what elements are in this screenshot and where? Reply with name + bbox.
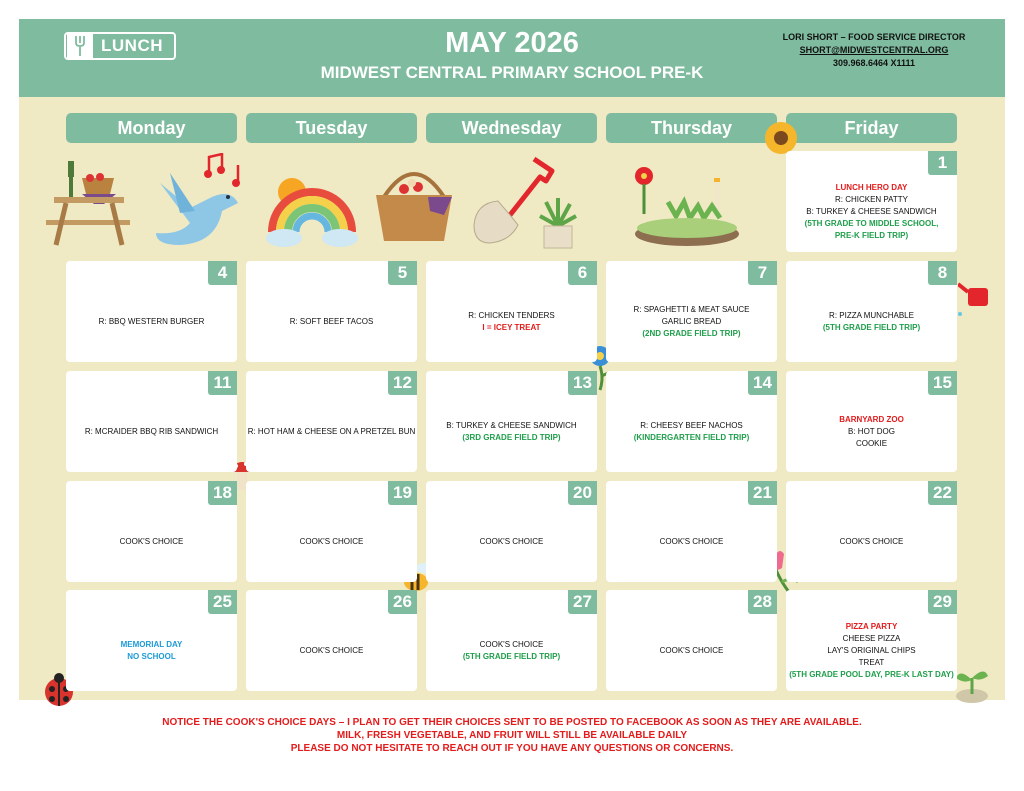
menu-item: COOK'S CHOICE xyxy=(479,639,544,649)
menu-item: COOK'S CHOICE xyxy=(119,536,184,546)
day-number: 20 xyxy=(568,481,597,505)
day-number: 27 xyxy=(568,590,597,614)
field-trip-note: (2ND GRADE FIELD TRIP) xyxy=(642,328,741,338)
menu-item: COOK'S CHOICE xyxy=(839,536,904,546)
menu-item: R: SPAGHETTI & MEAT SAUCE xyxy=(633,304,750,314)
footer-line: NOTICE THE COOK'S CHOICE DAYS – I PLAN TO GET THEIR CHOICES SENT TO BE POSTED TO FACEBOOK AS SOON AS THEY ARE AVAILABLE. xyxy=(162,717,862,728)
day-number: 22 xyxy=(928,481,957,505)
day-cell-18[interactable] xyxy=(66,481,237,582)
menu-item: R: CHICKEN PATTY xyxy=(834,194,909,204)
day-number: 21 xyxy=(748,481,777,505)
menu-content xyxy=(608,507,775,576)
basket-icon xyxy=(374,157,454,243)
day-header-monday: Monday xyxy=(66,113,237,143)
day-cell-5[interactable] xyxy=(246,261,417,362)
footer-line: MILK, FRESH VEGETABLE, AND FRUIT WILL STILL BE AVAILABLE DAILY xyxy=(336,730,688,741)
field-trip-note: (5TH GRADE FIELD TRIP) xyxy=(822,322,921,332)
menu-item: R: BBQ WESTERN BURGER xyxy=(98,316,205,326)
day-number: 29 xyxy=(928,590,957,614)
day-cell-15[interactable] xyxy=(786,371,957,472)
menu-content xyxy=(248,616,415,685)
day-cell-7[interactable] xyxy=(606,261,777,362)
day-number: 19 xyxy=(388,481,417,505)
event-title: BARNYARD ZOO xyxy=(839,414,904,424)
menu-content xyxy=(428,507,595,576)
day-number: 13 xyxy=(568,371,597,395)
day-cell-21[interactable] xyxy=(606,481,777,582)
rainbow-icon xyxy=(262,162,360,248)
menu-item: LAY'S ORIGINAL CHIPS xyxy=(827,645,916,655)
contact-phone: 309.968.6464 X1111 xyxy=(832,58,916,68)
menu-content xyxy=(428,616,595,685)
footer-notice xyxy=(0,716,1024,755)
menu-item: B: TURKEY & CHEESE SANDWICH xyxy=(806,206,937,216)
menu-content xyxy=(248,397,415,466)
menu-item: COOK'S CHOICE xyxy=(659,536,724,546)
menu-item: CHEESE PIZZA xyxy=(842,633,901,643)
menu-content xyxy=(788,397,955,466)
contact-email[interactable]: SHORT@MIDWESTCENTRAL.ORG xyxy=(799,45,949,55)
page-title: MAY 2026 xyxy=(445,27,579,59)
day-header-friday: Friday xyxy=(786,113,957,143)
menu-item: R: PIZZA MUNCHABLE xyxy=(829,310,914,320)
day-number: 8 xyxy=(928,261,957,285)
picnic-table-icon xyxy=(42,160,134,250)
music-notes-icon xyxy=(204,153,246,189)
day-header-tuesday: Tuesday xyxy=(246,113,417,143)
day-cell-8[interactable] xyxy=(786,261,957,362)
sprout-icon xyxy=(952,664,992,704)
day-number: 11 xyxy=(208,371,237,395)
day-cell-22[interactable] xyxy=(786,481,957,582)
day-number: 26 xyxy=(388,590,417,614)
garden-bed-icon xyxy=(632,162,742,252)
menu-content xyxy=(608,616,775,685)
treat-note: I = ICEY TREAT xyxy=(482,322,541,332)
day-cell-29[interactable] xyxy=(786,590,957,691)
day-cell-20[interactable] xyxy=(426,481,597,582)
menu-content xyxy=(68,397,235,466)
menu-item: B: HOT DOG xyxy=(848,426,895,436)
day-number: 4 xyxy=(208,261,237,285)
day-number: 7 xyxy=(748,261,777,285)
event-title: LUNCH HERO DAY xyxy=(835,182,908,192)
day-cell-27[interactable] xyxy=(426,590,597,691)
field-trip-note: (5TH GRADE TO MIDDLE SCHOOL, xyxy=(804,218,939,228)
day-number: 15 xyxy=(928,371,957,395)
holiday-note: NO SCHOOL xyxy=(127,651,176,661)
footer-line: PLEASE DO NOT HESITATE TO REACH OUT IF YOU HAVE ANY QUESTIONS OR CONCERNS. xyxy=(290,743,734,754)
menu-item: R: CHICKEN TENDERS xyxy=(468,310,555,320)
day-cell-11[interactable] xyxy=(66,371,237,472)
menu-item: COOK'S CHOICE xyxy=(299,645,364,655)
day-header-wednesday: Wednesday xyxy=(426,113,597,143)
school-name: MIDWEST CENTRAL PRIMARY SCHOOL PRE-K xyxy=(320,63,704,82)
contact-info xyxy=(754,31,994,70)
day-cell-26[interactable] xyxy=(246,590,417,691)
menu-item: COOK'S CHOICE xyxy=(299,536,364,546)
menu-item: R: MCRAIDER BBQ RIB SANDWICH xyxy=(84,426,219,436)
menu-item: R: HOT HAM & CHEESE ON A PRETZEL BUN xyxy=(247,426,416,436)
day-cell-28[interactable] xyxy=(606,590,777,691)
day-number: 14 xyxy=(748,371,777,395)
menu-content xyxy=(248,287,415,356)
day-cell-6[interactable] xyxy=(426,261,597,362)
field-trip-note: (5TH GRADE FIELD TRIP) xyxy=(462,651,561,661)
day-number: 6 xyxy=(568,261,597,285)
menu-content xyxy=(68,616,235,685)
menu-item: R: CHEESY BEEF NACHOS xyxy=(640,420,743,430)
menu-content xyxy=(248,507,415,576)
menu-item: R: SOFT BEEF TACOS xyxy=(289,316,374,326)
logo-label: LUNCH xyxy=(101,36,163,55)
menu-item: COOK'S CHOICE xyxy=(479,536,544,546)
day-cell-14[interactable] xyxy=(606,371,777,472)
day-number: 25 xyxy=(208,590,237,614)
day-cell-1[interactable] xyxy=(786,151,957,252)
potted-plant-icon xyxy=(536,196,580,250)
menu-item: COOK'S CHOICE xyxy=(659,645,724,655)
day-cell-4[interactable] xyxy=(66,261,237,362)
menu-content xyxy=(608,287,775,356)
day-number: 28 xyxy=(748,590,777,614)
day-number: 18 xyxy=(208,481,237,505)
menu-content xyxy=(788,507,955,576)
field-trip-note: (5TH GRADE POOL DAY, PRE-K LAST DAY) xyxy=(789,669,954,679)
day-number: 12 xyxy=(388,371,417,395)
menu-content xyxy=(788,287,955,356)
watering-can-icon xyxy=(958,278,994,318)
field-trip-note: (3RD GRADE FIELD TRIP) xyxy=(462,432,561,442)
menu-item: GARLIC BREAD xyxy=(661,316,722,326)
menu-content xyxy=(68,287,235,356)
menu-content xyxy=(788,177,955,246)
menu-content xyxy=(788,616,955,685)
field-trip-note: PRE-K FIELD TRIP) xyxy=(834,230,909,240)
menu-content xyxy=(428,397,595,466)
day-cell-12[interactable] xyxy=(246,371,417,472)
day-cell-13[interactable] xyxy=(426,371,597,472)
day-cell-25[interactable] xyxy=(66,590,237,691)
holiday-note: MEMORIAL DAY xyxy=(120,639,183,649)
event-title: PIZZA PARTY xyxy=(845,621,898,631)
day-cell-19[interactable] xyxy=(246,481,417,582)
menu-content xyxy=(608,397,775,466)
field-trip-note: (KINDERGARTEN FIELD TRIP) xyxy=(633,432,750,442)
menu-content xyxy=(68,507,235,576)
contact-name: LORI SHORT – FOOD SERVICE DIRECTOR xyxy=(782,32,966,42)
menu-item: B: TURKEY & CHEESE SANDWICH xyxy=(446,420,577,430)
day-number: 5 xyxy=(388,261,417,285)
menu-item: COOKIE xyxy=(855,438,888,448)
menu-item: TREAT xyxy=(858,657,885,667)
menu-content xyxy=(428,287,595,356)
day-number: 1 xyxy=(928,151,957,175)
day-header-thursday: Thursday xyxy=(606,113,777,143)
